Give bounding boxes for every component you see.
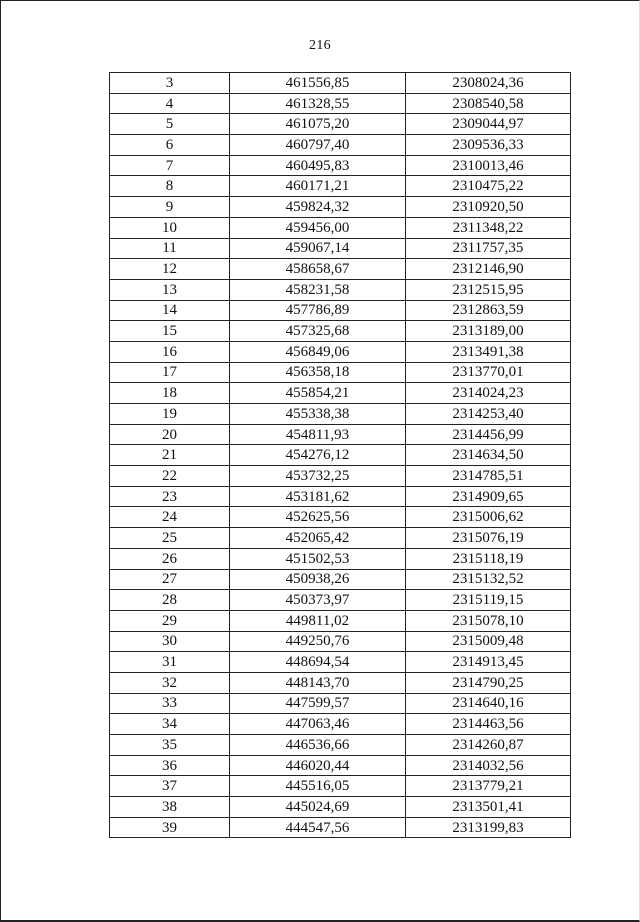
y-coordinate-cell: 2313779,21 <box>406 776 571 797</box>
table-row <box>110 652 571 673</box>
table-row <box>110 610 571 631</box>
table-row <box>110 528 571 549</box>
point-number-cell: 25 <box>110 528 230 549</box>
point-number-cell: 16 <box>110 341 230 362</box>
y-coordinate-cell: 2315006,62 <box>406 507 571 528</box>
point-number-cell: 3 <box>110 73 230 94</box>
y-coordinate-cell: 2309044,97 <box>406 114 571 135</box>
point-number-cell: 13 <box>110 279 230 300</box>
y-coordinate-cell: 2315009,48 <box>406 631 571 652</box>
y-coordinate-cell: 2313199,83 <box>406 817 571 838</box>
point-number-cell: 15 <box>110 321 230 342</box>
point-number-cell: 17 <box>110 362 230 383</box>
y-coordinate-cell: 2308540,58 <box>406 93 571 114</box>
x-coordinate-cell: 446536,66 <box>230 735 406 756</box>
table-row <box>110 259 571 280</box>
table-row <box>110 424 571 445</box>
x-coordinate-cell: 459067,14 <box>230 238 406 259</box>
table-row <box>110 755 571 776</box>
point-number-cell: 8 <box>110 176 230 197</box>
y-coordinate-cell: 2313189,00 <box>406 321 571 342</box>
x-coordinate-cell: 456358,18 <box>230 362 406 383</box>
x-coordinate-cell: 450373,97 <box>230 590 406 611</box>
table-row <box>110 197 571 218</box>
table-row <box>110 714 571 735</box>
table-row <box>110 797 571 818</box>
x-coordinate-cell: 455854,21 <box>230 383 406 404</box>
table-row <box>110 114 571 135</box>
x-coordinate-cell: 450938,26 <box>230 569 406 590</box>
point-number-cell: 36 <box>110 755 230 776</box>
point-number-cell: 37 <box>110 776 230 797</box>
y-coordinate-cell: 2312146,90 <box>406 259 571 280</box>
table-row <box>110 73 571 94</box>
table-row <box>110 404 571 425</box>
point-number-cell: 38 <box>110 797 230 818</box>
table-row <box>110 590 571 611</box>
y-coordinate-cell: 2310475,22 <box>406 176 571 197</box>
table-row <box>110 93 571 114</box>
point-number-cell: 26 <box>110 548 230 569</box>
x-coordinate-cell: 460171,21 <box>230 176 406 197</box>
y-coordinate-cell: 2312515,95 <box>406 279 571 300</box>
x-coordinate-cell: 458231,58 <box>230 279 406 300</box>
y-coordinate-cell: 2311757,35 <box>406 238 571 259</box>
y-coordinate-cell: 2314785,51 <box>406 466 571 487</box>
coordinates-table-body <box>110 73 571 838</box>
x-coordinate-cell: 447599,57 <box>230 693 406 714</box>
y-coordinate-cell: 2309536,33 <box>406 135 571 156</box>
x-coordinate-cell: 455338,38 <box>230 404 406 425</box>
x-coordinate-cell: 452065,42 <box>230 528 406 549</box>
table-row <box>110 693 571 714</box>
point-number-cell: 34 <box>110 714 230 735</box>
page-number: 216 <box>309 38 331 53</box>
y-coordinate-cell: 2315076,19 <box>406 528 571 549</box>
x-coordinate-cell: 446020,44 <box>230 755 406 776</box>
point-number-cell: 7 <box>110 155 230 176</box>
table-row <box>110 486 571 507</box>
point-number-cell: 30 <box>110 631 230 652</box>
x-coordinate-cell: 461328,55 <box>230 93 406 114</box>
x-coordinate-cell: 448143,70 <box>230 672 406 693</box>
x-coordinate-cell: 459824,32 <box>230 197 406 218</box>
table-row <box>110 445 571 466</box>
y-coordinate-cell: 2313501,41 <box>406 797 571 818</box>
point-number-cell: 10 <box>110 217 230 238</box>
point-number-cell: 29 <box>110 610 230 631</box>
point-number-cell: 39 <box>110 817 230 838</box>
table-row <box>110 279 571 300</box>
y-coordinate-cell: 2314260,87 <box>406 735 571 756</box>
x-coordinate-cell: 452625,56 <box>230 507 406 528</box>
point-number-cell: 22 <box>110 466 230 487</box>
x-coordinate-cell: 460797,40 <box>230 135 406 156</box>
table-row <box>110 569 571 590</box>
table-row <box>110 548 571 569</box>
x-coordinate-cell: 461556,85 <box>230 73 406 94</box>
y-coordinate-cell: 2312863,59 <box>406 300 571 321</box>
x-coordinate-cell: 451502,53 <box>230 548 406 569</box>
table-row <box>110 672 571 693</box>
point-number-cell: 32 <box>110 672 230 693</box>
point-number-cell: 4 <box>110 93 230 114</box>
x-coordinate-cell: 444547,56 <box>230 817 406 838</box>
point-number-cell: 31 <box>110 652 230 673</box>
table-row <box>110 176 571 197</box>
x-coordinate-cell: 461075,20 <box>230 114 406 135</box>
x-coordinate-cell: 453181,62 <box>230 486 406 507</box>
table-row <box>110 466 571 487</box>
y-coordinate-cell: 2313491,38 <box>406 341 571 362</box>
y-coordinate-cell: 2315118,19 <box>406 548 571 569</box>
y-coordinate-cell: 2315078,10 <box>406 610 571 631</box>
y-coordinate-cell: 2308024,36 <box>406 73 571 94</box>
table-row <box>110 321 571 342</box>
x-coordinate-cell: 449811,02 <box>230 610 406 631</box>
y-coordinate-cell: 2314913,45 <box>406 652 571 673</box>
table-row <box>110 776 571 797</box>
table-row <box>110 735 571 756</box>
x-coordinate-cell: 447063,46 <box>230 714 406 735</box>
y-coordinate-cell: 2315119,15 <box>406 590 571 611</box>
table-row <box>110 135 571 156</box>
point-number-cell: 20 <box>110 424 230 445</box>
x-coordinate-cell: 453732,25 <box>230 466 406 487</box>
point-number-cell: 19 <box>110 404 230 425</box>
table-row <box>110 383 571 404</box>
y-coordinate-cell: 2310920,50 <box>406 197 571 218</box>
x-coordinate-cell: 456849,06 <box>230 341 406 362</box>
x-coordinate-cell: 458658,67 <box>230 259 406 280</box>
table-row <box>110 217 571 238</box>
y-coordinate-cell: 2314032,56 <box>406 755 571 776</box>
table-row <box>110 817 571 838</box>
x-coordinate-cell: 460495,83 <box>230 155 406 176</box>
y-coordinate-cell: 2314634,50 <box>406 445 571 466</box>
y-coordinate-cell: 2314024,23 <box>406 383 571 404</box>
point-number-cell: 18 <box>110 383 230 404</box>
y-coordinate-cell: 2314463,56 <box>406 714 571 735</box>
point-number-cell: 11 <box>110 238 230 259</box>
x-coordinate-cell: 454276,12 <box>230 445 406 466</box>
table-row <box>110 631 571 652</box>
y-coordinate-cell: 2313770,01 <box>406 362 571 383</box>
point-number-cell: 23 <box>110 486 230 507</box>
y-coordinate-cell: 2314640,16 <box>406 693 571 714</box>
point-number-cell: 35 <box>110 735 230 756</box>
point-number-cell: 9 <box>110 197 230 218</box>
point-number-cell: 12 <box>110 259 230 280</box>
y-coordinate-cell: 2314909,65 <box>406 486 571 507</box>
point-number-cell: 14 <box>110 300 230 321</box>
x-coordinate-cell: 454811,93 <box>230 424 406 445</box>
x-coordinate-cell: 445516,05 <box>230 776 406 797</box>
y-coordinate-cell: 2314790,25 <box>406 672 571 693</box>
x-coordinate-cell: 449250,76 <box>230 631 406 652</box>
x-coordinate-cell: 448694,54 <box>230 652 406 673</box>
table-row <box>110 341 571 362</box>
y-coordinate-cell: 2315132,52 <box>406 569 571 590</box>
x-coordinate-cell: 457786,89 <box>230 300 406 321</box>
point-number-cell: 27 <box>110 569 230 590</box>
table-row <box>110 238 571 259</box>
table-row <box>110 155 571 176</box>
y-coordinate-cell: 2314456,99 <box>406 424 571 445</box>
point-number-cell: 28 <box>110 590 230 611</box>
point-number-cell: 24 <box>110 507 230 528</box>
point-number-cell: 21 <box>110 445 230 466</box>
point-number-cell: 33 <box>110 693 230 714</box>
point-number-cell: 5 <box>110 114 230 135</box>
coordinates-table <box>109 72 571 838</box>
y-coordinate-cell: 2314253,40 <box>406 404 571 425</box>
x-coordinate-cell: 459456,00 <box>230 217 406 238</box>
y-coordinate-cell: 2310013,46 <box>406 155 571 176</box>
point-number-cell: 6 <box>110 135 230 156</box>
y-coordinate-cell: 2311348,22 <box>406 217 571 238</box>
table-row <box>110 362 571 383</box>
x-coordinate-cell: 445024,69 <box>230 797 406 818</box>
x-coordinate-cell: 457325,68 <box>230 321 406 342</box>
table-row <box>110 507 571 528</box>
table-row <box>110 300 571 321</box>
